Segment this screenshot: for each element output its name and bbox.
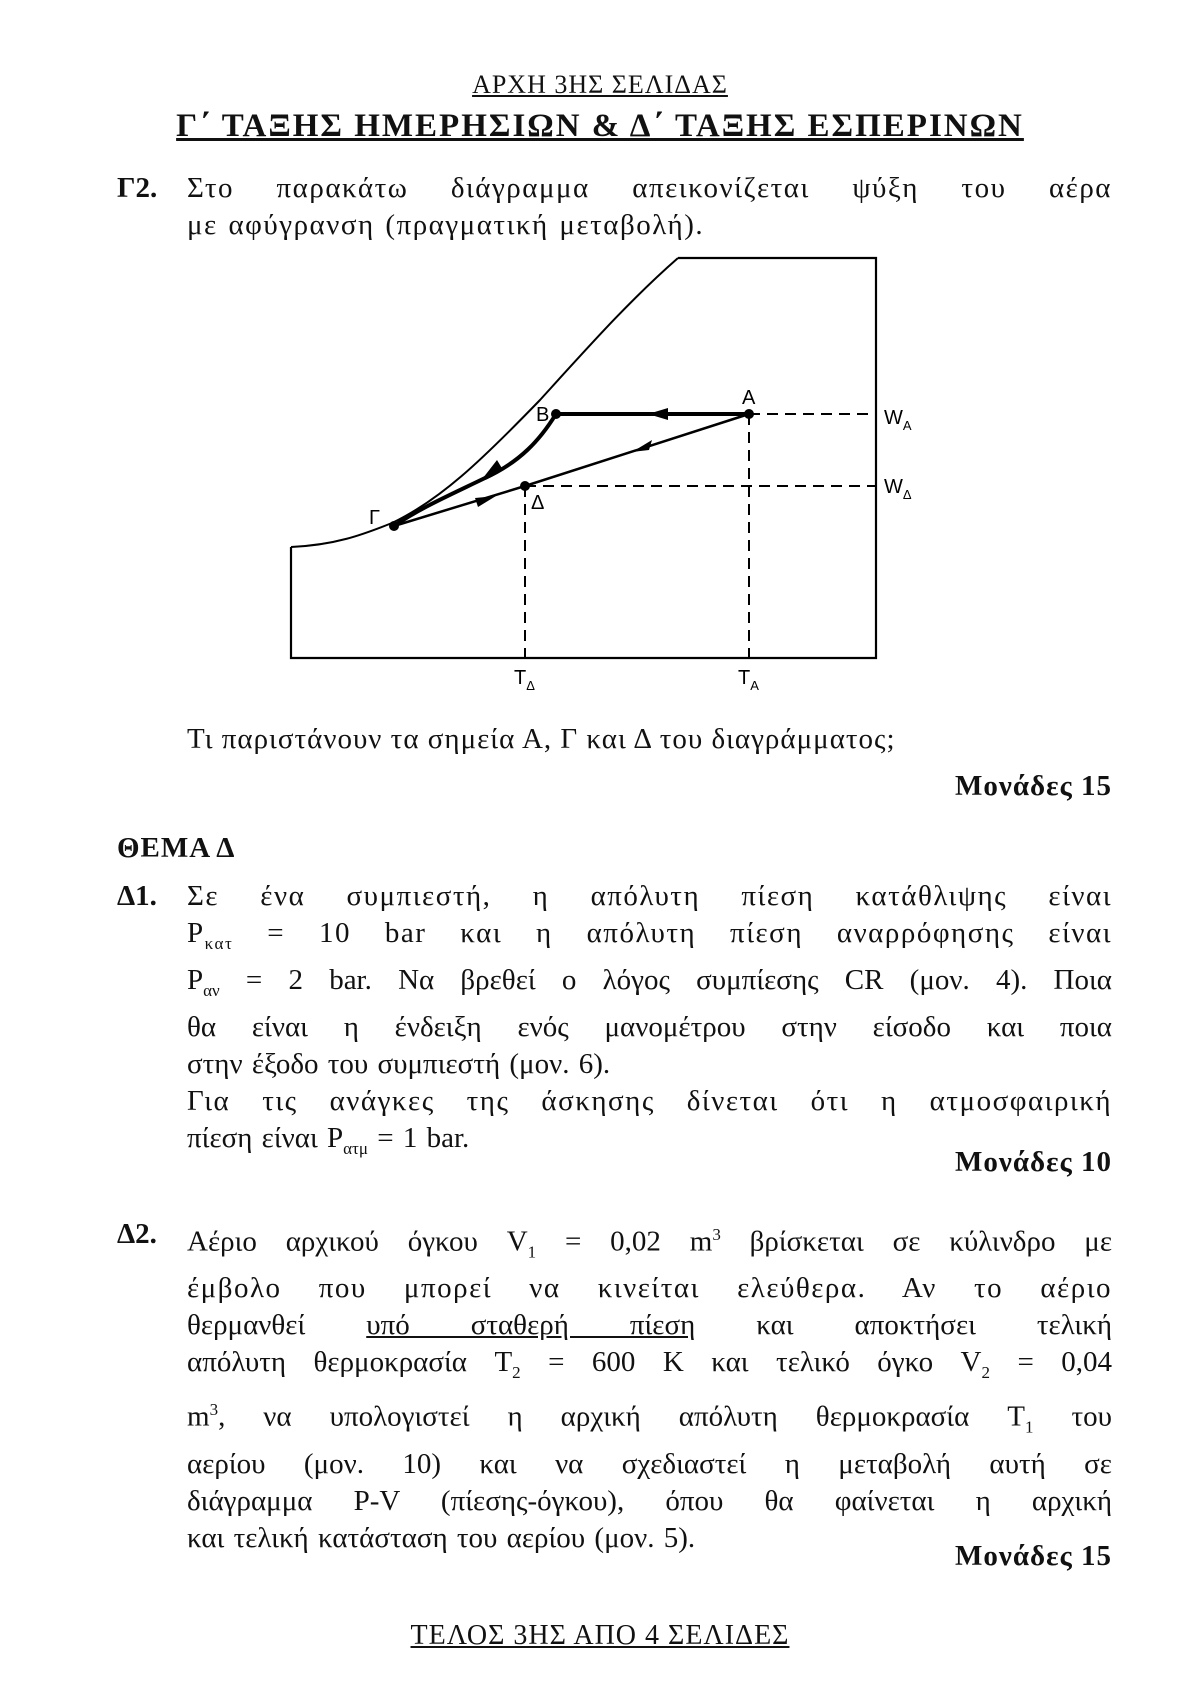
text-line: $P_{\alpha\nu} = 2$ bar. Να βρεθεί ο λόγος συμπίεσης CR (μον. 4). Ποια [187, 963, 1112, 1000]
label-d: Δ [531, 492, 545, 514]
text-line: με αφύγρανση (πραγματική μεταβολή). [187, 209, 705, 241]
question-text [187, 1216, 1112, 1557]
point-g [389, 521, 399, 531]
label-ta: $T_A$ [738, 667, 759, 693]
theme-title: ΘΕΜΑ Δ [117, 832, 236, 864]
d1-units: Μονάδες 10 [955, 1146, 1112, 1178]
point-b [551, 409, 561, 419]
text-line: Αέριο αρχικού όγκου $V_1 = 0,02$ $m^3$ βρίσκεται σε κύλινδρο με [187, 1225, 1112, 1262]
g2-units: Μονάδες 15 [955, 770, 1112, 802]
label-b: B [536, 404, 550, 426]
text-line: Σε ένα συμπιεστή, η απόλυτη πίεση κατάθλιψης είναι [187, 880, 1112, 912]
psychrometric-diagram [0, 0, 1200, 720]
chart-frame [291, 258, 876, 658]
label-td: $T_\Delta$ [514, 667, 535, 693]
arrow-a-to-b [648, 408, 668, 420]
saturation-curve [291, 258, 678, 547]
question-number: Γ2. [117, 172, 158, 204]
text-line: απόλυτη θερμοκρασία $T_2 = 600$ K και τελικό όγκο $V_2 = 0,04$ [187, 1346, 1112, 1383]
g2-question: Τι παριστάνουν τα σημεία Α, Γ και Δ του διαγράμματος; [187, 723, 896, 755]
text-line: έμβολο που μπορεί να κινείται ελεύθερα. Αν το αέριο [187, 1272, 1112, 1305]
label-wa: $W_A$ [884, 407, 912, 433]
arrow-g-to-d [475, 496, 496, 507]
text-line: Στο παρακάτω διάγραμμα απεικονίζεται ψύξη του αέρα [187, 172, 1112, 204]
question-number: Δ1. [117, 880, 157, 912]
label-wd: $W_\Delta$ [884, 476, 912, 502]
text-line: και τελική κατάσταση του αερίου (μον. 5). [187, 1521, 696, 1554]
text-line: αερίου (μον. 10) και να σχεδιαστεί η μεταβολή αυτή σε [187, 1447, 1112, 1480]
text-line: πίεση είναι $P_{\alpha\tau\mu} = 1$ bar. [187, 1121, 470, 1158]
label-g: Γ [369, 507, 381, 529]
text-line: $m^3$, να υπολογιστεί η αρχική απόλυτη θερμοκρασία $T_1$ του [187, 1400, 1112, 1437]
text-line: διάγραμμα P-V (πίεσης-όγκου), όπου θα φαίνεται η αρχική [187, 1484, 1112, 1517]
page-header-main: Γ΄ ΤΑΞΗΣ ΗΜΕΡΗΣΙΩΝ & Δ΄ ΤΑΞΗΣ ΕΣΠΕΡΙΝΩΝ [176, 108, 1024, 144]
question-text [187, 878, 1112, 1166]
text-line: $P_{\kappa\alpha\tau} = 10$ bar και η απόλυτη πίεση αναρρόφησης είναι [187, 917, 1112, 953]
text-line: θερμανθεί υπό σταθερή πίεση και αποκτήσει τελική [187, 1309, 1113, 1342]
page-header-top: ΑΡΧΗ 3ΗΣ ΣΕΛΙΔΑΣ [472, 70, 728, 99]
text-line: στην έξοδο του συμπιεστή (μον. 6). [187, 1047, 611, 1080]
question-number: Δ2. [117, 1218, 157, 1250]
d2-units: Μονάδες 15 [955, 1540, 1112, 1572]
arrow-a-to-d [632, 440, 652, 452]
page-footer: ΤΕΛΟΣ 3ΗΣ ΑΠΟ 4 ΣΕΛΙΔΕΣ [410, 1620, 790, 1651]
point-a [744, 409, 754, 419]
label-a: A [742, 387, 756, 409]
point-d [520, 481, 530, 491]
text-line: θα είναι η ένδειξη ενός μανομέτρου στην είσοδο και ποια [187, 1010, 1112, 1043]
text-line: Για τις ανάγκες της άσκησης δίνεται ότι η ατμοσφαιρική [187, 1084, 1112, 1117]
